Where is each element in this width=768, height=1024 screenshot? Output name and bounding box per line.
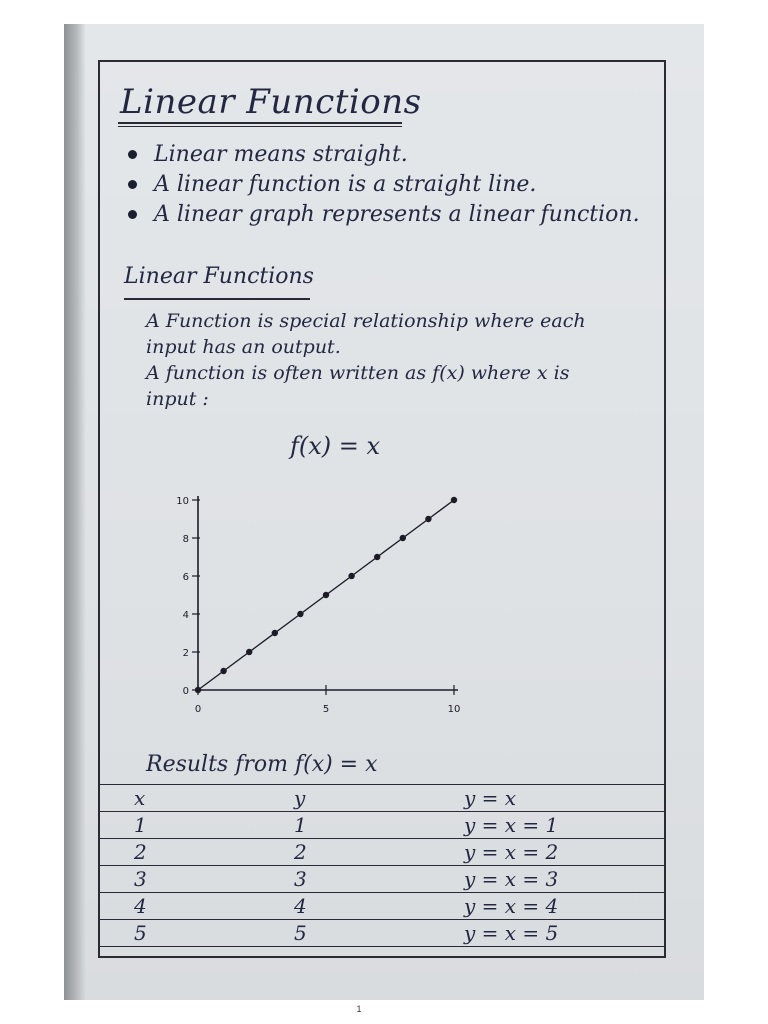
paragraph-line: input has an output. [146, 336, 341, 358]
page-number: 1 [356, 1004, 362, 1014]
table-cell-x: 5 [100, 920, 260, 947]
table-cell-x: 1 [100, 812, 260, 839]
data-point [297, 611, 303, 617]
table-cell-y: 5 [260, 920, 428, 947]
table-header-y: y [260, 785, 428, 812]
results-table [100, 784, 664, 947]
table-row [100, 893, 664, 920]
data-point [374, 554, 380, 560]
table-cell-y: 2 [260, 839, 428, 866]
table-cell-equation: y = x = 4 [428, 893, 664, 920]
y-tick-label: 8 [182, 534, 189, 545]
y-tick-label: 6 [182, 572, 189, 583]
y-tick-label: 2 [182, 648, 189, 659]
page-title: Linear Functions [120, 82, 422, 122]
table-cell-x: 3 [100, 866, 260, 893]
table-row [100, 839, 664, 866]
y-tick-label: 10 [176, 496, 189, 507]
bullet-dot-icon [128, 210, 137, 219]
linear-graph [160, 478, 480, 728]
bullet-list [124, 140, 640, 230]
bullet-item [124, 200, 640, 230]
data-point [451, 497, 457, 503]
data-point [425, 516, 431, 522]
title-underline [118, 122, 402, 124]
section-heading-underline [124, 298, 310, 300]
title-underline-second [118, 126, 402, 127]
data-point [272, 630, 278, 636]
bullet-dot-icon [128, 180, 137, 189]
table-cell-y: 3 [260, 866, 428, 893]
table-header-row [100, 785, 664, 812]
definition-paragraph [146, 308, 646, 412]
y-tick-label: 4 [182, 610, 189, 621]
data-point [195, 687, 201, 693]
bullet-dot-icon [128, 150, 137, 159]
bullet-item [124, 140, 640, 170]
data-point [323, 592, 329, 598]
paragraph-line: A Function is special relationship where each [146, 310, 586, 332]
x-tick-label: 0 [194, 704, 202, 715]
x-tick-label: 10 [447, 704, 461, 715]
data-point [348, 573, 354, 579]
y-tick-label: 0 [182, 686, 189, 697]
photo-shadow-edge [64, 24, 86, 1000]
data-point [220, 668, 226, 674]
table-row [100, 812, 664, 839]
function-formula: f(x) = x [290, 432, 381, 460]
table-cell-equation: y = x = 5 [428, 920, 664, 947]
table-cell-x: 2 [100, 839, 260, 866]
paragraph-line: A function is often written as f(x) where x is [146, 362, 570, 384]
section-heading: Linear Functions [124, 264, 314, 289]
paragraph-line: input : [146, 388, 209, 410]
table-cell-y: 1 [260, 812, 428, 839]
table-cell-equation: y = x = 1 [428, 812, 664, 839]
table-cell-y: 4 [260, 893, 428, 920]
bullet-text: A linear graph represents a linear function. [154, 202, 640, 227]
bullet-text: A linear function is a straight line. [154, 172, 537, 197]
table-cell-equation: y = x = 2 [428, 839, 664, 866]
x-tick-label: 5 [322, 704, 330, 715]
table-cell-equation: y = x = 3 [428, 866, 664, 893]
table-cell-x: 4 [100, 893, 260, 920]
results-heading: Results from f(x) = x [146, 752, 378, 777]
bullet-item [124, 170, 640, 200]
table-header-equation: y = x [428, 785, 664, 812]
table-header-x: x [100, 785, 260, 812]
bullet-text: Linear means straight. [154, 142, 408, 167]
table-row [100, 920, 664, 947]
table-row [100, 866, 664, 893]
data-point [246, 649, 252, 655]
data-point [400, 535, 406, 541]
